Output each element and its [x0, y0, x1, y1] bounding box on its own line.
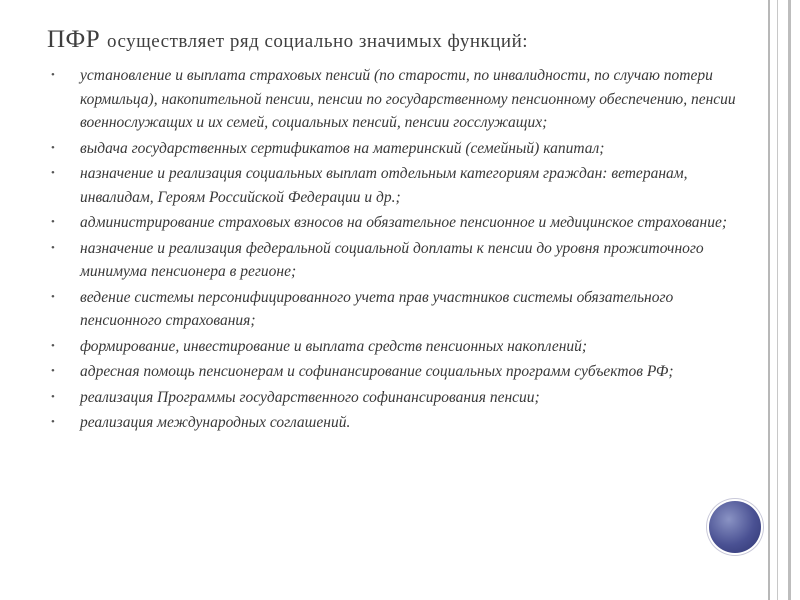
list-item: • формирование, инвестирование и выплата средств пенсионных накоплений;: [48, 335, 748, 359]
list-item: • ведение системы персонифицированного учета прав участников системы обязательного пенсионного страхования;: [48, 286, 748, 333]
bullet-icon: •: [51, 365, 55, 377]
bullet-icon: •: [51, 290, 55, 303]
list-item: • реализация Программы государственного софинансирования пенсии;: [48, 386, 748, 410]
bullet-icon: •: [51, 390, 55, 403]
title-lead: ПФР: [47, 26, 107, 53]
list-item: • назначение и реализация социальных выплат отдельным категориям граждан: ветеранам, инвалидам, Героям Российской Федерации и др.;: [48, 162, 748, 209]
list-item: • адресная помощь пенсионерам и софинансирование социальных программ субъектов РФ;: [48, 360, 748, 384]
list-item: • выдача государственных сертификатов на материнский (семейный) капитал;: [48, 137, 748, 161]
function-list: [48, 64, 748, 437]
title-rest: осуществляет ряд социально значимых функций:: [106, 31, 529, 52]
decorative-line: [777, 0, 778, 600]
list-item: • назначение и реализация федеральной социальной доплаты к пенсии до уровня прожиточного минимума пенсионера в регионе;: [48, 237, 748, 284]
bullet-icon: •: [51, 416, 55, 428]
slide-title: [47, 26, 747, 54]
list-item: • реализация международных соглашений.: [48, 411, 748, 435]
list-item: • установление и выплата страховых пенсий (по старости, по инвалидности, по случаю потери кормильца), накопительной пенсии, пенсии по государственному пенсионному обеспечению, пенсии военнослужащих и их семей, социальных пенсий, пенсии госслужащих;: [48, 64, 748, 135]
bullet-icon: •: [51, 241, 55, 254]
bullet-icon: •: [51, 216, 55, 228]
decorative-line: [768, 0, 770, 600]
list-item: • администрирование страховых взносов на обязательное пенсионное и медицинское страхование;: [48, 211, 748, 235]
bullet-icon: •: [51, 167, 55, 179]
bullet-icon: •: [51, 339, 55, 352]
bullet-icon: •: [51, 141, 55, 154]
decorative-circle: [709, 501, 761, 553]
bullet-icon: •: [51, 69, 55, 81]
decorative-line: [788, 0, 791, 600]
